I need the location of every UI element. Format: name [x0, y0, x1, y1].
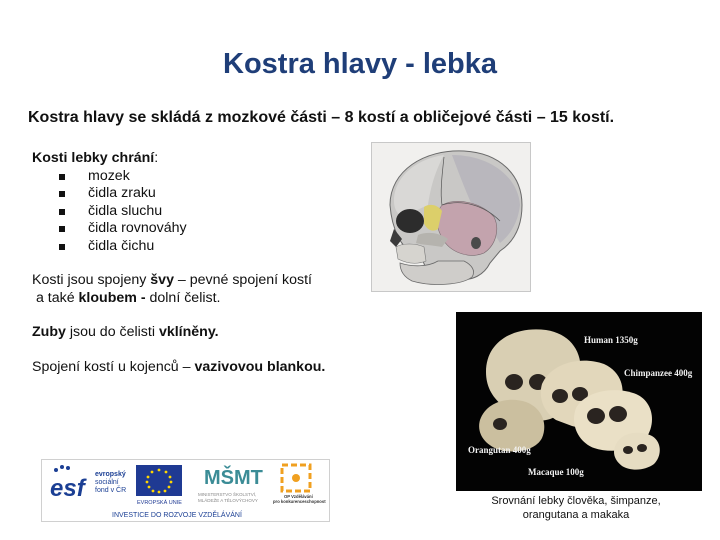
svg-text:fond v ČR: fond v ČR: [95, 487, 127, 494]
joints-line-2: a také kloubem - dolní čelist.: [32, 289, 221, 306]
teeth-line: Zuby jsou do čelisti vklíněny.: [32, 324, 219, 340]
svg-text:pro konkurenceschopnost: pro konkurenceschopnost: [273, 499, 326, 504]
list-item: čidla sluchu: [32, 203, 372, 221]
protect-heading-colon: :: [154, 150, 159, 166]
svg-text:MŠMT: MŠMT: [204, 467, 263, 489]
svg-text:esf: esf: [50, 475, 85, 502]
svg-text:OP Vzdělávání: OP Vzdělávání: [284, 494, 313, 499]
square-bullet-icon: [59, 244, 65, 250]
svg-text:evropský: evropský: [95, 471, 126, 478]
primate-skulls-photo: [456, 312, 702, 491]
square-bullet-icon: [59, 226, 65, 232]
list-item: čidla čichu: [32, 238, 372, 256]
protect-heading-bold: Kosti lebky chrání: [32, 150, 155, 166]
square-bullet-icon: [59, 209, 65, 215]
esf-logo: [50, 465, 126, 502]
logos-drawing: [42, 460, 329, 521]
label-macaque: Macaque 100g: [528, 467, 584, 477]
infants-line: Spojení kostí u kojenců – vazivovou blankou.: [32, 358, 326, 375]
slide-body: [32, 150, 372, 376]
eu-flag-icon: [136, 465, 182, 506]
op-logo: [273, 465, 326, 504]
list-item: mozek: [32, 168, 372, 186]
protect-list: [32, 168, 372, 256]
photo-caption: Srovnání lebky člověka, šimpanze, orangutana a makaka: [491, 495, 661, 521]
logos-footer: INVESTICE DO ROZVOJE VZDĚLÁVÁNÍ: [112, 512, 242, 519]
skull-illustration: [371, 142, 531, 292]
svg-text:MINISTERSTVO ŠKOLSTVÍ,: MINISTERSTVO ŠKOLSTVÍ,: [198, 492, 257, 497]
label-human: Human 1350g: [584, 335, 638, 345]
svg-text:sociální: sociální: [95, 479, 119, 486]
funding-logos: [41, 459, 330, 522]
msmt-logo: [198, 465, 263, 503]
square-bullet-icon: [59, 191, 65, 197]
primate-skulls-drawing: [456, 312, 702, 491]
list-item: čidla zraku: [32, 185, 372, 203]
skull-drawing: [372, 143, 530, 291]
joints-line-1: Kosti jsou spojeny švy – pevné spojení kostí: [32, 272, 312, 288]
label-chimpanzee: Chimpanzee 400g: [624, 368, 693, 378]
slide-subtitle: Kostra hlavy se skládá z mozkové části – 8 kostí a obličejové části – 15 kostí.: [28, 109, 615, 126]
protect-heading: [32, 150, 372, 168]
svg-text:MLÁDEŽE A TĚLOVÝCHOVY: MLÁDEŽE A TĚLOVÝCHOVY: [198, 498, 258, 503]
svg-text:EVROPSKÁ UNIE: EVROPSKÁ UNIE: [137, 500, 182, 506]
square-bullet-icon: [59, 174, 65, 180]
list-item: čidla rovnováhy: [32, 220, 372, 238]
label-orangutan: Orangutan 400g: [468, 445, 531, 455]
slide-title: Kostra hlavy - lebka: [223, 48, 497, 80]
